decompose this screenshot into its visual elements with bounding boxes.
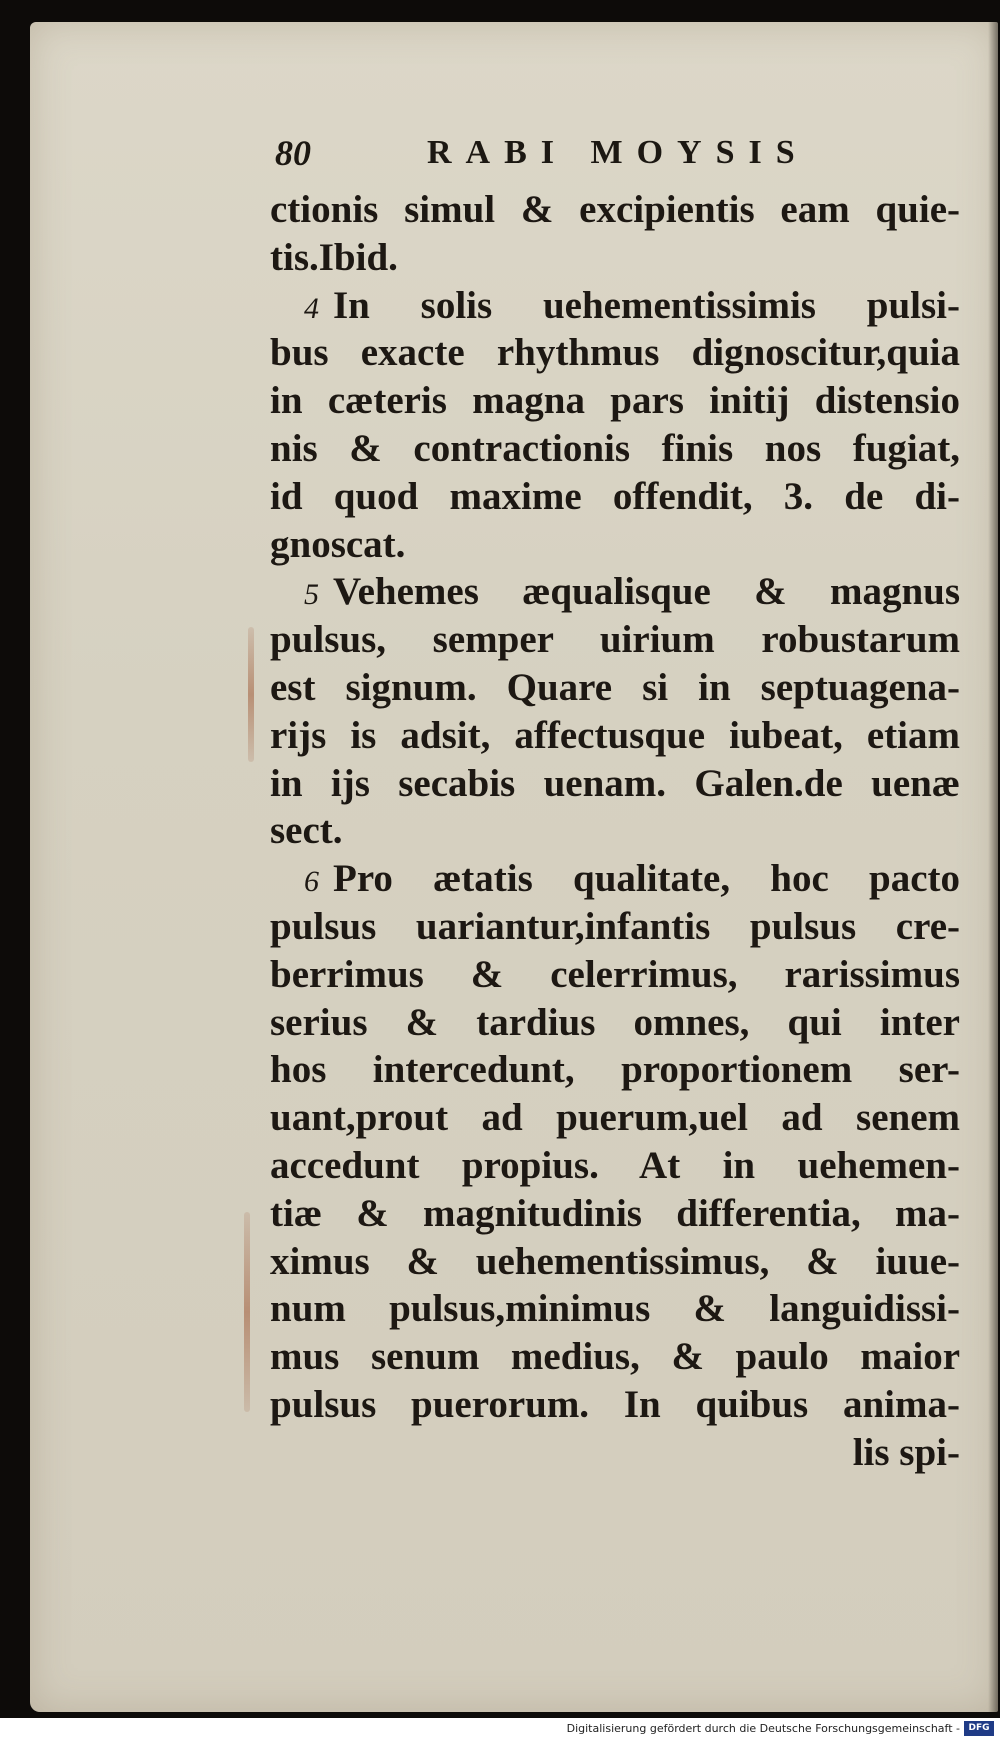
line-text: accedunt propius. At in uehemen- bbox=[270, 1143, 960, 1187]
text-line bbox=[270, 1381, 960, 1429]
text-line bbox=[270, 1094, 960, 1142]
line-text: sect. bbox=[270, 809, 343, 853]
line-text: uant,prout ad puerum,uel ad senem bbox=[270, 1096, 960, 1140]
line-text: ctionis simul & excipientis eam quie- bbox=[270, 188, 960, 231]
line-text: tis.Ibid. bbox=[270, 235, 398, 279]
text-line bbox=[270, 1190, 960, 1238]
text-line bbox=[270, 1285, 960, 1333]
line-text: Pro ætatis qualitate, hoc pacto bbox=[333, 857, 960, 901]
text-line bbox=[270, 616, 960, 664]
paragraph-number: 5 bbox=[304, 578, 319, 612]
text-line bbox=[270, 377, 960, 425]
line-text: serius & tardius omnes, qui inter bbox=[270, 1000, 960, 1044]
line-text: berrimus & celerrimus, rarissimus bbox=[270, 952, 960, 996]
dfg-logo-icon: DFG bbox=[964, 1721, 994, 1736]
line-text: pulsus puerorum. In quibus anima- bbox=[270, 1382, 960, 1426]
running-title: RABI MOYSIS bbox=[427, 134, 809, 171]
text-line bbox=[270, 664, 960, 712]
line-text: gnoscat. bbox=[270, 522, 406, 566]
text-line bbox=[270, 999, 960, 1047]
text-line bbox=[270, 712, 960, 760]
text-line bbox=[270, 473, 960, 521]
line-text: pulsus uariantur,infantis pulsus cre- bbox=[270, 904, 960, 948]
text-line bbox=[270, 760, 960, 808]
line-text: rijs is adsit, affectusque iubeat, etiam bbox=[270, 713, 960, 757]
footer-bar bbox=[0, 1718, 1000, 1741]
text-line bbox=[270, 234, 960, 282]
text-line bbox=[270, 568, 960, 616]
line-text: nis & contractionis finis nos fugiat, bbox=[270, 426, 960, 470]
line-text: in ijs secabis uenam. Galen.de uenæ bbox=[270, 761, 960, 805]
text-line bbox=[270, 855, 960, 903]
line-text: mus senum medius, & paulo maior bbox=[270, 1335, 960, 1379]
page-edge-shadow bbox=[988, 22, 998, 1712]
margin-stain bbox=[244, 1212, 250, 1412]
funding-credit: Digitalisierung gefördert durch die Deutsche Forschungsgemeinschaft - bbox=[566, 1722, 960, 1735]
body-text bbox=[270, 186, 960, 1477]
text-line bbox=[270, 807, 960, 855]
text-line bbox=[270, 1046, 960, 1094]
text-line bbox=[270, 1238, 960, 1286]
line-text: in cæteris magna pars initij distensio bbox=[270, 379, 960, 423]
text-line bbox=[270, 521, 960, 569]
line-text: Vehemes æqualisque & magnus bbox=[333, 570, 960, 614]
line-text: id quod maxime offendit, 3. de di- bbox=[270, 474, 960, 518]
text-line bbox=[270, 186, 960, 234]
text-line bbox=[270, 282, 960, 330]
text-line bbox=[270, 903, 960, 951]
paragraph-number: 6 bbox=[304, 865, 319, 899]
line-text: ximus & uehementissimus, & iuue- bbox=[270, 1239, 960, 1283]
text-line bbox=[270, 1333, 960, 1381]
page-header bbox=[275, 128, 815, 178]
text-line bbox=[270, 1142, 960, 1190]
line-text: tiæ & magnitudinis differentia, ma- bbox=[270, 1191, 960, 1235]
page-number: 80 bbox=[275, 133, 311, 173]
text-line bbox=[270, 1429, 960, 1477]
paragraph-number: 4 bbox=[304, 291, 319, 325]
line-text: hos intercedunt, proportionem ser- bbox=[270, 1048, 960, 1092]
line-text: In solis uehementissimis pulsi- bbox=[333, 283, 960, 327]
line-text: bus exacte rhythmus dignoscitur,quia bbox=[270, 331, 960, 375]
line-text: lis spi- bbox=[852, 1430, 960, 1474]
text-line bbox=[270, 951, 960, 999]
text-line bbox=[270, 329, 960, 377]
line-text: est signum. Quare si in septuagena- bbox=[270, 665, 960, 709]
line-text: num pulsus,minimus & languidissi- bbox=[270, 1287, 960, 1331]
line-text: pulsus, semper uirium robustarum bbox=[270, 618, 960, 662]
margin-stain bbox=[248, 627, 254, 762]
text-line bbox=[270, 425, 960, 473]
